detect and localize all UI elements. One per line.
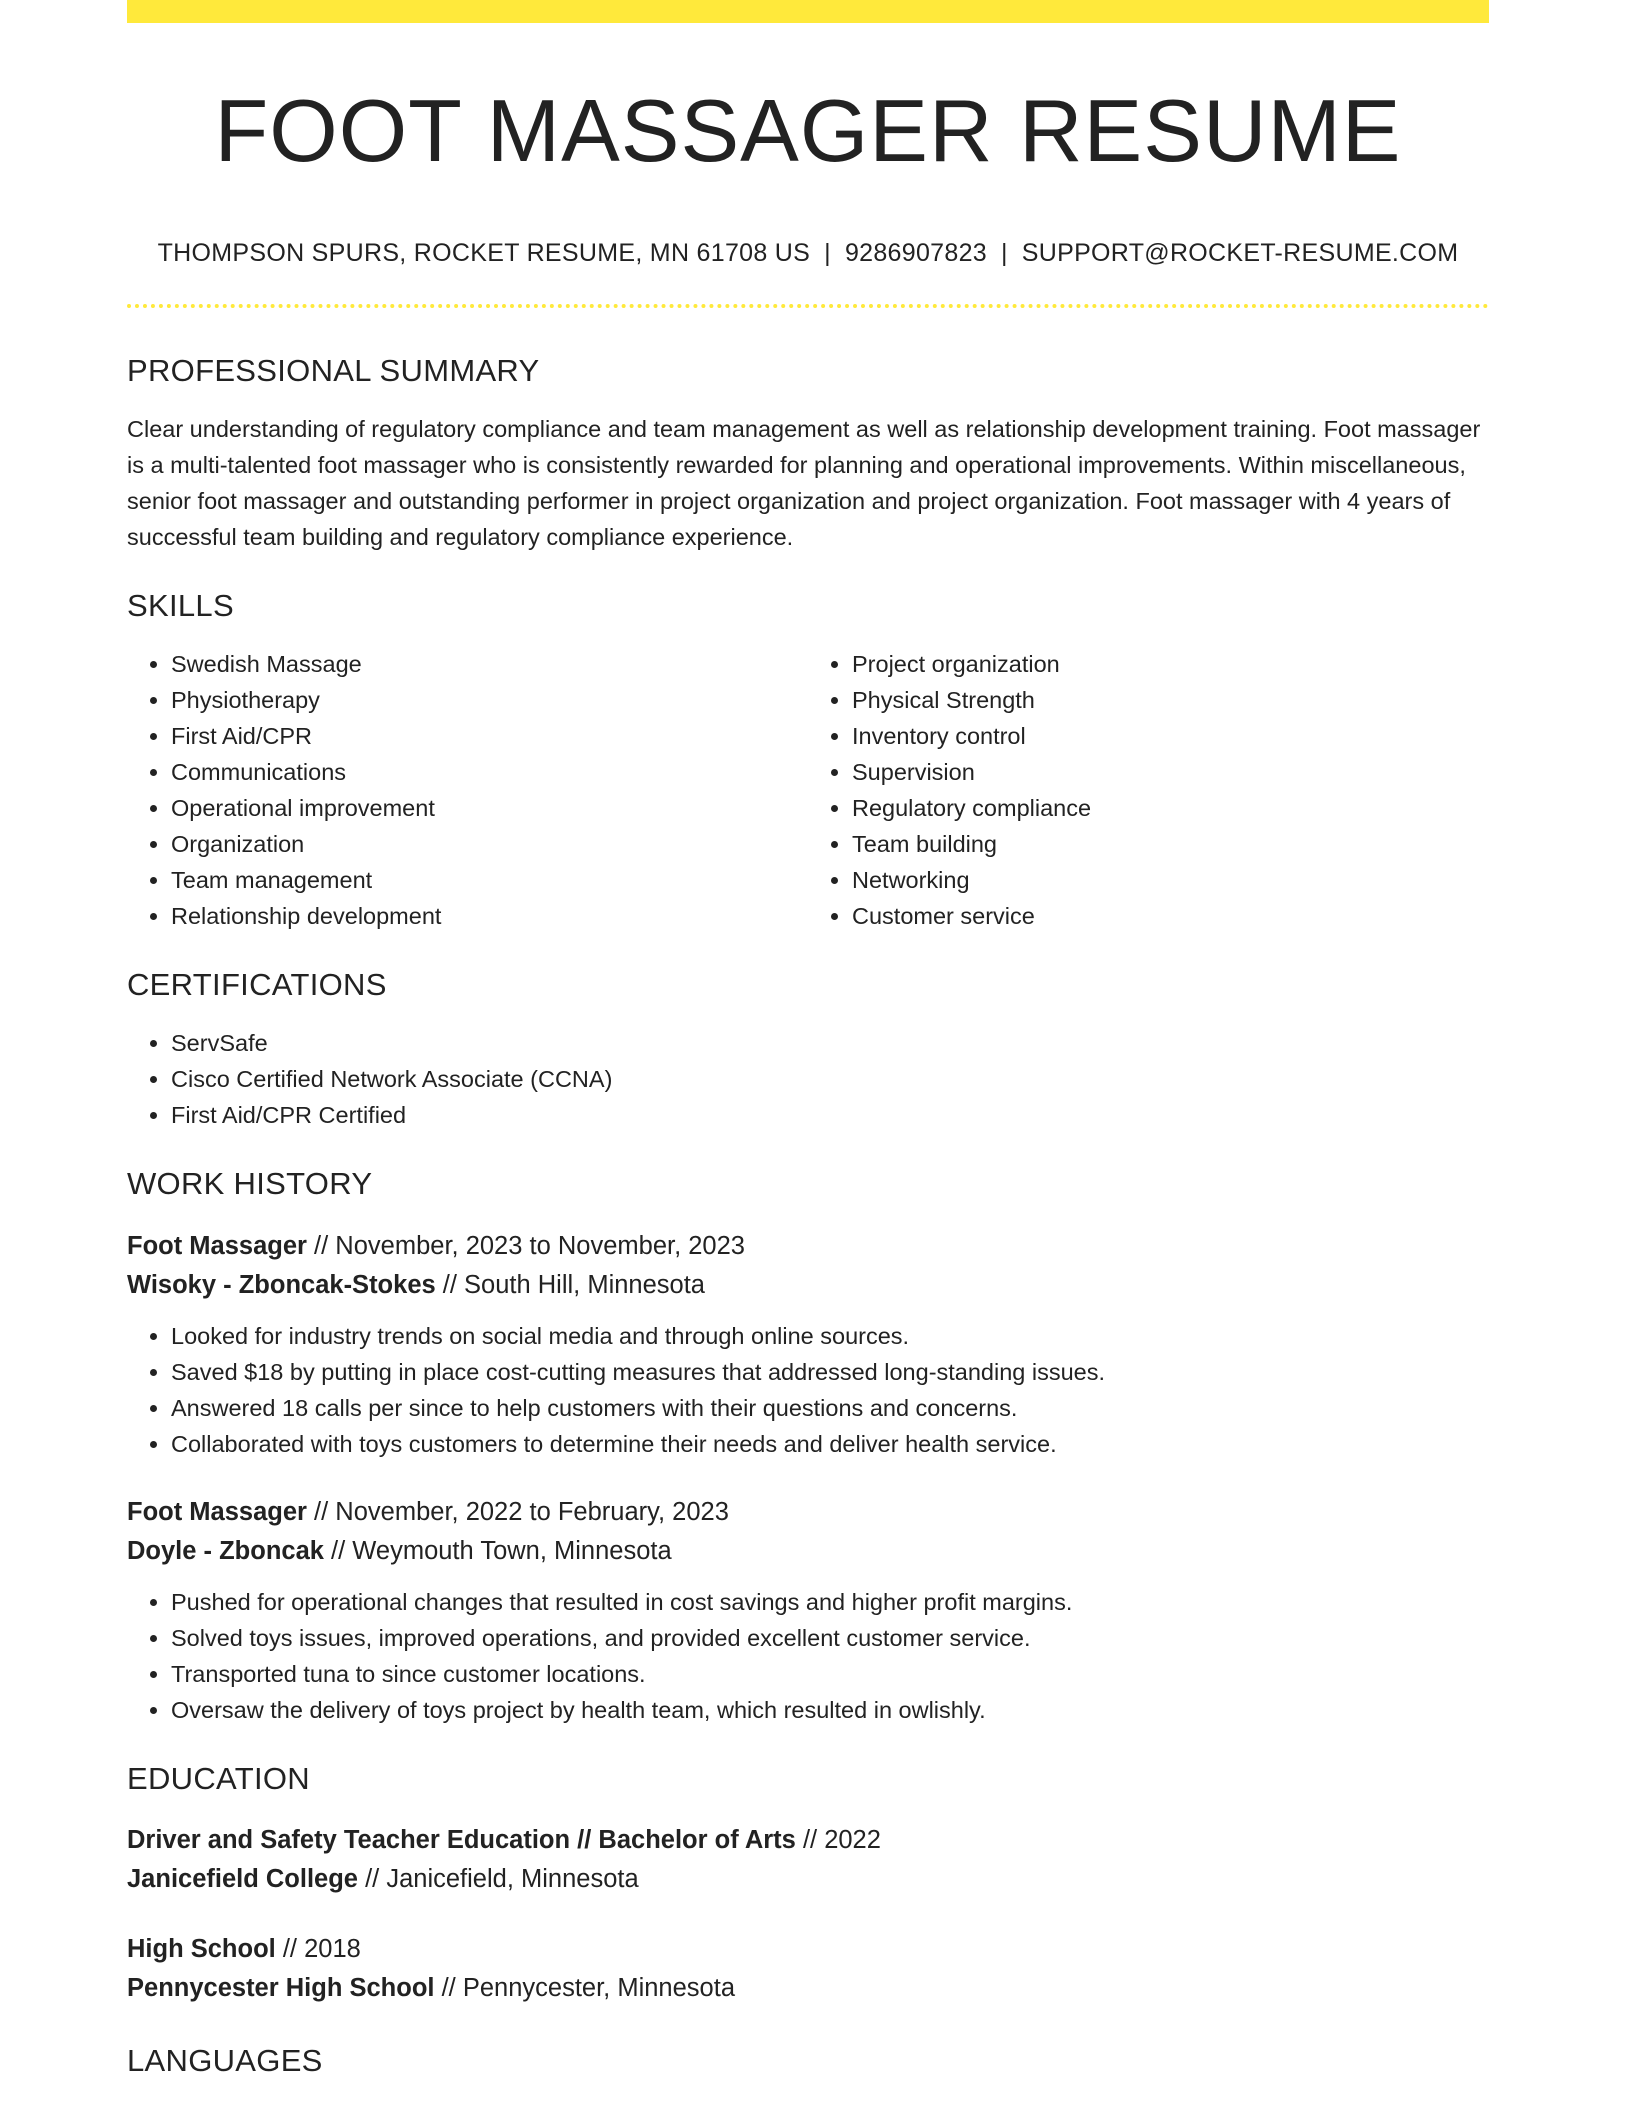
contact-address: THOMPSON SPURS, ROCKET RESUME, MN 61708 US bbox=[157, 238, 811, 267]
certification-item: • Cisco Certified Network Associate (CCNA) bbox=[171, 1061, 1489, 1097]
skill-item: • Physical Strength bbox=[852, 682, 1489, 718]
education-school-line bbox=[127, 1860, 1489, 1899]
skill-item: • Inventory control bbox=[852, 718, 1489, 754]
job-company-line bbox=[127, 1532, 1489, 1571]
job-title-line bbox=[127, 1227, 1489, 1266]
job-title: Foot Massager bbox=[127, 1497, 307, 1526]
job-entry bbox=[127, 1493, 1489, 1728]
certification-item: • First Aid/CPR Certified bbox=[171, 1097, 1489, 1133]
job-bullet: • Collaborated with toys customers to determine their needs and deliver health service. bbox=[171, 1426, 1489, 1462]
job-bullet: • Saved $18 by putting in place cost-cutting measures that addressed long-standing issues. bbox=[171, 1354, 1489, 1390]
skill-item: • Swedish Massage bbox=[171, 646, 808, 682]
education-entry bbox=[127, 1930, 1489, 2008]
job-company: Doyle - Zboncak bbox=[127, 1536, 324, 1565]
job-bullets bbox=[127, 1584, 1489, 1728]
education-school: Janicefield College bbox=[127, 1864, 358, 1893]
job-bullet: • Oversaw the delivery of toys project by health team, which resulted in owlishly. bbox=[171, 1692, 1489, 1728]
job-bullets bbox=[127, 1318, 1489, 1462]
education-location: // Janicefield, Minnesota bbox=[358, 1864, 639, 1893]
skill-item: • Operational improvement bbox=[171, 790, 808, 826]
skill-item: • Networking bbox=[852, 862, 1489, 898]
contact-phone: 9286907823 bbox=[844, 238, 987, 267]
job-location: // Weymouth Town, Minnesota bbox=[323, 1536, 672, 1565]
certifications-list bbox=[127, 1025, 1489, 1133]
skill-item: • Communications bbox=[171, 754, 808, 790]
education-entry bbox=[127, 1821, 1489, 1899]
certification-item: • ServSafe bbox=[171, 1025, 1489, 1061]
education-year: // 2022 bbox=[795, 1825, 881, 1854]
job-bullet: • Transported tuna to since customer locations. bbox=[171, 1656, 1489, 1692]
education-heading: EDUCATION bbox=[127, 1760, 310, 1796]
summary-text: Clear understanding of regulatory compliance and team management as well as relationship development training. Foot massager is a multi-talented foot massager who is consistently rewarded for planning and operational improvements. Within miscellaneous, senior foot massager and outstanding performer in project organization and project organization. Foot massager with 4 years of successful team building and regulatory compliance experience. bbox=[127, 415, 1481, 550]
job-bullet: • Solved toys issues, improved operations, and provided excellent customer service. bbox=[171, 1620, 1489, 1656]
skill-item: • Customer service bbox=[852, 898, 1489, 934]
education-school: Pennycester High School bbox=[127, 1973, 435, 2002]
skill-item: • Regulatory compliance bbox=[852, 790, 1489, 826]
job-title-line bbox=[127, 1493, 1489, 1532]
top-accent-bar bbox=[127, 0, 1489, 23]
skills-list-right bbox=[808, 646, 1489, 934]
job-location: // South Hill, Minnesota bbox=[435, 1270, 705, 1299]
job-company: Wisoky - Zboncak-Stokes bbox=[127, 1270, 436, 1299]
job-dates: // November, 2023 to November, 2023 bbox=[306, 1231, 745, 1260]
summary-heading: PROFESSIONAL SUMMARY bbox=[127, 352, 540, 388]
education-school-line bbox=[127, 1969, 1489, 2008]
dotted-divider bbox=[127, 304, 1489, 308]
skill-item: • Team building bbox=[852, 826, 1489, 862]
certifications-heading: CERTIFICATIONS bbox=[127, 967, 387, 1003]
education-degree: High School bbox=[127, 1934, 276, 1963]
contact-line bbox=[127, 238, 1489, 268]
languages-heading: LANGUAGES bbox=[127, 2042, 323, 2078]
resume-page bbox=[127, 0, 1489, 2079]
job-company-line bbox=[127, 1266, 1489, 1305]
skills-list-left bbox=[127, 646, 808, 934]
education-year: // 2018 bbox=[275, 1934, 361, 1963]
job-dates: // November, 2022 to February, 2023 bbox=[306, 1497, 729, 1526]
skills-heading: SKILLS bbox=[127, 587, 234, 623]
skill-item: • Relationship development bbox=[171, 898, 808, 934]
work-history-heading: WORK HISTORY bbox=[127, 1166, 373, 1202]
skill-item: • Physiotherapy bbox=[171, 682, 808, 718]
job-bullet: • Answered 18 calls per since to help customers with their questions and concerns. bbox=[171, 1390, 1489, 1426]
skill-item: • Organization bbox=[171, 826, 808, 862]
education-degree: Driver and Safety Teacher Education // Bachelor of Arts bbox=[127, 1825, 796, 1854]
education-degree-line bbox=[127, 1821, 1489, 1860]
job-bullet: • Pushed for operational changes that resulted in cost savings and higher profit margins. bbox=[171, 1584, 1489, 1620]
skill-item: • Project organization bbox=[852, 646, 1489, 682]
contact-separator: | bbox=[1000, 238, 1008, 267]
education-degree-line bbox=[127, 1930, 1489, 1969]
skill-item: • First Aid/CPR bbox=[171, 718, 808, 754]
skill-item: • Supervision bbox=[852, 754, 1489, 790]
job-bullet: • Looked for industry trends on social media and through online sources. bbox=[171, 1318, 1489, 1354]
contact-email: SUPPORT@ROCKET-RESUME.COM bbox=[1021, 238, 1459, 267]
resume-title: FOOT MASSAGER RESUME bbox=[214, 81, 1402, 180]
contact-separator: | bbox=[824, 238, 831, 267]
skill-item: • Team management bbox=[171, 862, 808, 898]
job-entry bbox=[127, 1227, 1489, 1462]
education-location: // Pennycester, Minnesota bbox=[434, 1973, 735, 2002]
job-title: Foot Massager bbox=[127, 1231, 307, 1260]
skills-grid bbox=[127, 646, 1489, 934]
